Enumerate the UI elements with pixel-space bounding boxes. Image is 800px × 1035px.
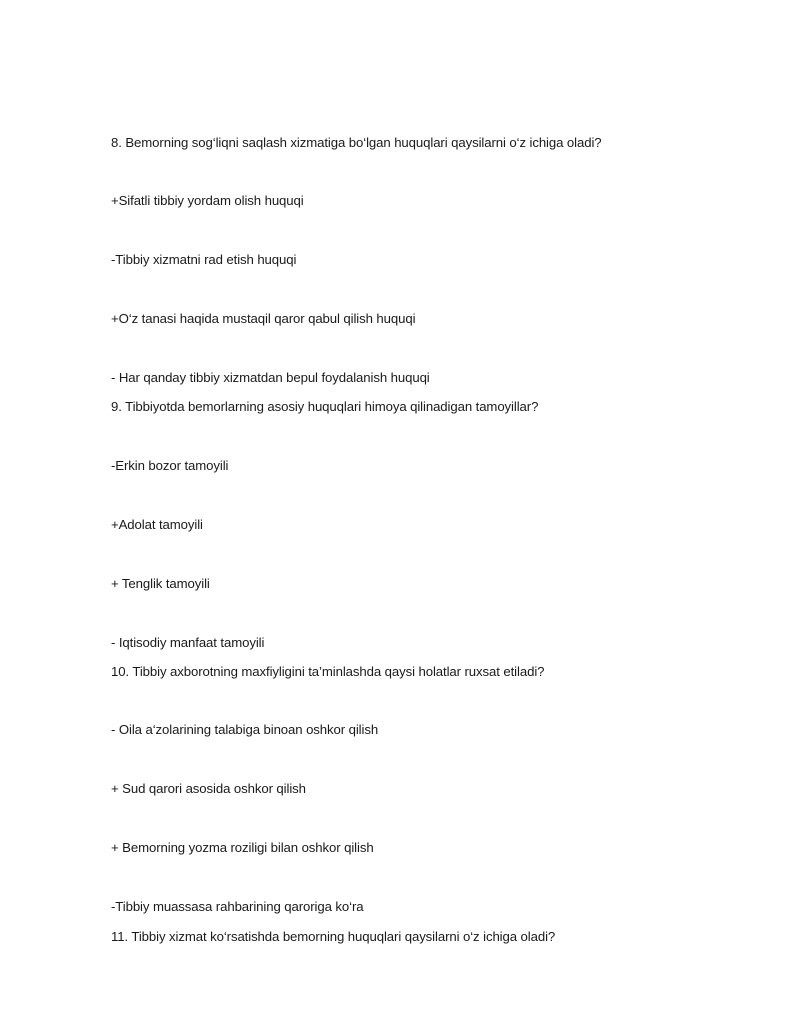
question-10: 10. Tibbiy axborotning maxfiyligini ta’minlashda qaysi holatlar ruxsat etiladi? xyxy=(111,664,545,679)
answer-option: - Har qanday tibbiy xizmatdan bepul foydalanish huquqi xyxy=(111,370,430,385)
question-9: 9. Tibbiyotda bemorlarning asosiy huquqlari himoya qilinadigan tamoyillar? xyxy=(111,399,539,414)
answer-option: -Erkin bozor tamoyili xyxy=(111,458,229,473)
answer-option: - Oila a‘zolarining talabiga binoan oshkor qilish xyxy=(111,722,379,737)
question-11: 11. Tibbiy xizmat ko‘rsatishda bemorning huquqlari qaysilarni o‘z ichiga oladi? xyxy=(111,929,556,944)
answer-option: +Adolat tamoyili xyxy=(111,517,203,532)
answer-option: + Sud qarori asosida oshkor qilish xyxy=(111,781,306,796)
answer-option: +Sifatli tibbiy yordam olish huquqi xyxy=(111,193,304,208)
answer-option: -Tibbiy xizmatni rad etish huquqi xyxy=(111,252,297,267)
answer-option: -Tibbiy muassasa rahbarining qaroriga ko‘ra xyxy=(111,899,364,914)
answer-option: + Tenglik tamoyili xyxy=(111,576,210,591)
question-8: 8. Bemorning sog‘liqni saqlash xizmatiga bo‘lgan huquqlari qaysilarni o‘z ichiga oladi? xyxy=(111,135,602,150)
answer-option: - Iqtisodiy manfaat tamoyili xyxy=(111,635,265,650)
answer-option: + Bemorning yozma roziligi bilan oshkor qilish xyxy=(111,840,374,855)
answer-option: +O‘z tanasi haqida mustaqil qaror qabul qilish huquqi xyxy=(111,311,416,326)
